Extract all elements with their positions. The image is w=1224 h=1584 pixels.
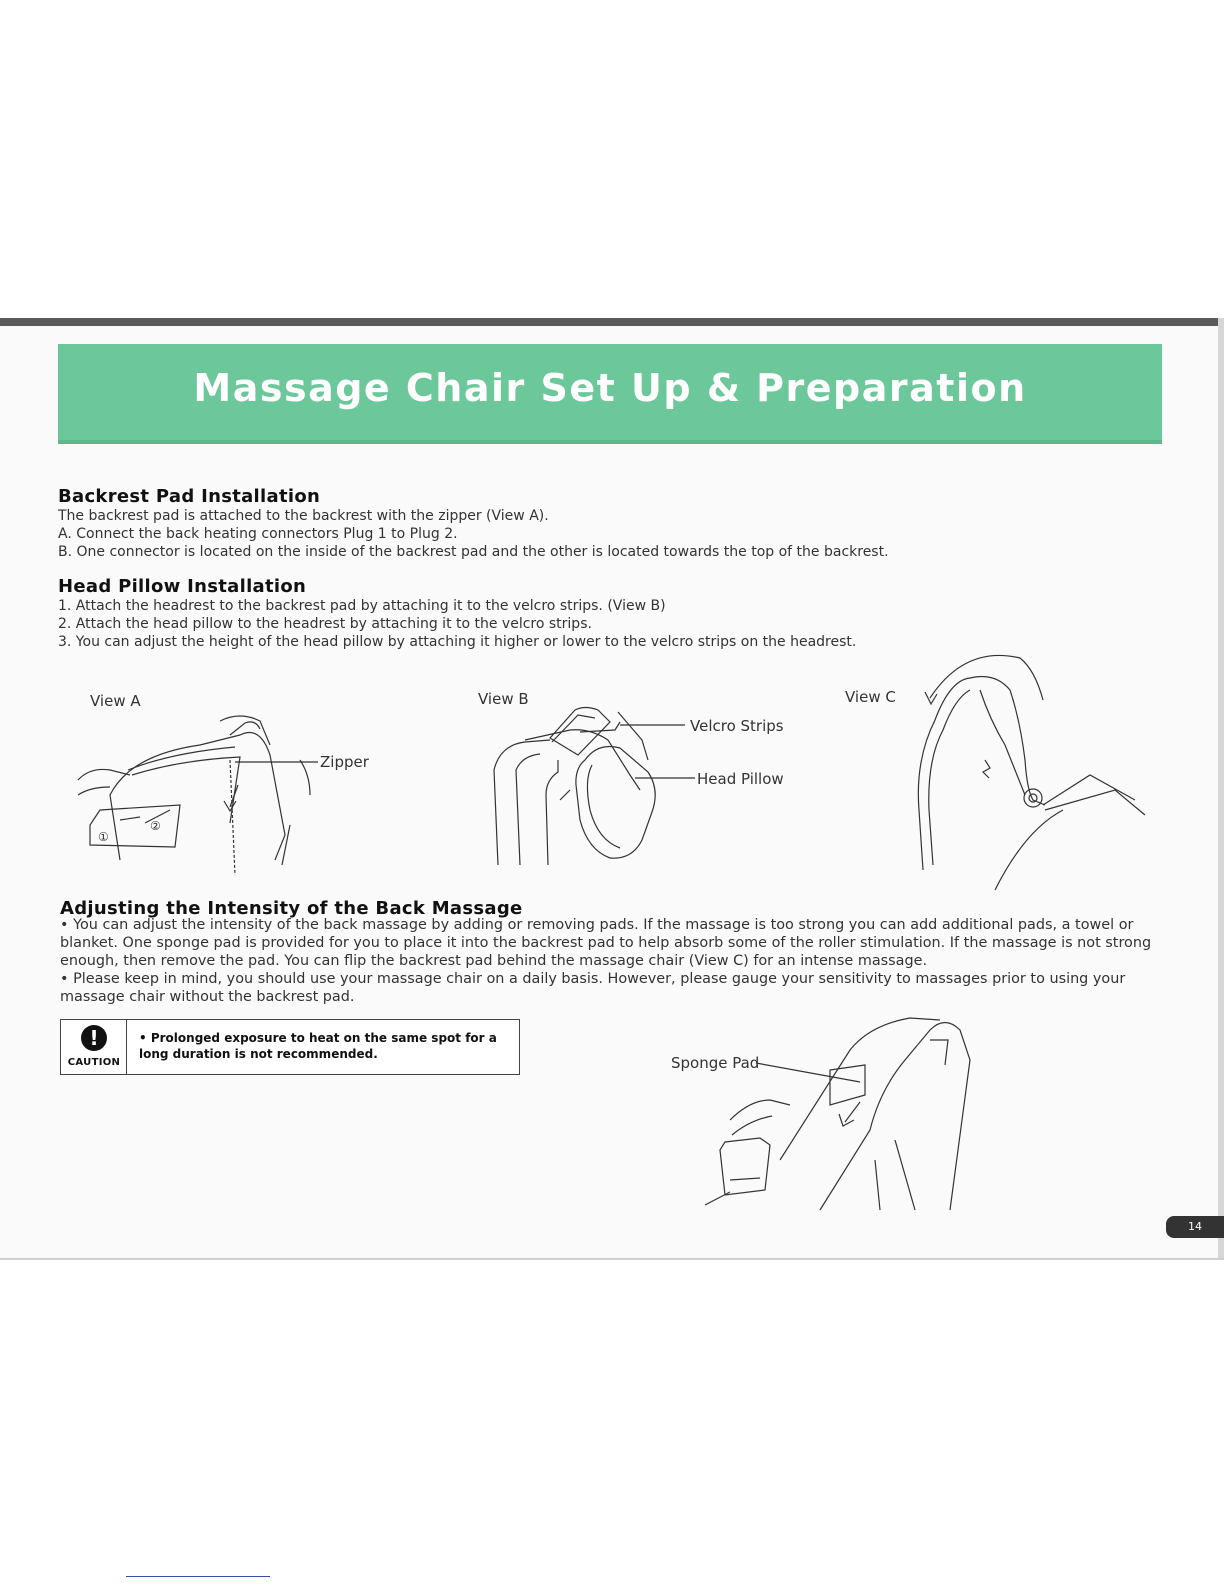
intensity-paragraph-1: • You can adjust the intensity of the back massage by adding or removing pads. If the massage is too strong you can add additional pads, a towel or blanket. One sponge pad is provided for you to place it into the backrest pad to help absorb some of the roller stimulation. If the massage is not strong enough, then remove the pad. You can flip the backrest pad behind the massage chair (View C) for an intense massage. (60, 917, 1152, 969)
plug-2-marker: ② (150, 819, 161, 833)
pillow-line-1: 1. Attach the headrest to the backrest pad by attaching it to the velcro strips. (View B) (58, 598, 666, 614)
caution-box (60, 1019, 520, 1075)
backrest-line-2: A. Connect the back heating connectors Plug 1 to Plug 2. (58, 526, 458, 542)
view-c-label: View C (845, 688, 896, 706)
plug-1-marker: ① (98, 830, 109, 844)
view-c-illustration (915, 650, 1155, 890)
page-number: 14 (1166, 1216, 1224, 1238)
view-b-label: View B (478, 690, 529, 708)
backrest-line-3: B. One connector is located on the inside of the backrest pad and the other is located towards the top of the backrest. (58, 544, 889, 560)
page-title: Massage Chair Set Up & Preparation (193, 366, 1027, 410)
pillow-line-2: 2. Attach the head pillow to the headrest by attaching it to the velcro strips. (58, 616, 592, 632)
exclamation-icon: ! (81, 1025, 107, 1051)
page-bottom-edge (0, 1258, 1224, 1260)
pillow-heading: Head Pillow Installation (58, 576, 307, 597)
backrest-heading: Backrest Pad Installation (58, 486, 321, 507)
sponge-pad-illustration (700, 1010, 990, 1215)
caution-word: CAUTION (67, 1057, 121, 1068)
view-a-illustration (70, 715, 380, 875)
page-edge (1218, 318, 1224, 1260)
title-banner (58, 344, 1162, 444)
caution-icon-cell (61, 1020, 127, 1074)
caution-text: • Prolonged exposure to heat on the same spot for a long duration is not recommended. (139, 1031, 497, 1061)
intensity-paragraph-2: • Please keep in mind, you should use your massage chair on a daily basis. However, please gauge your sensitivity to massages prior to using your massage chair without the backrest pad. (60, 971, 1126, 1005)
backrest-line-1: The backrest pad is attached to the backrest with the zipper (View A). (58, 508, 549, 524)
sponge-pad-label: Sponge Pad (671, 1054, 760, 1072)
view-a-label: View A (90, 692, 141, 710)
head-pillow-label: Head Pillow (697, 770, 784, 788)
velcro-strips-label: Velcro Strips (690, 717, 784, 735)
zipper-label: Zipper (320, 753, 369, 771)
intensity-heading: Adjusting the Intensity of the Back Massage (60, 898, 523, 919)
bottom-rule (126, 1576, 270, 1577)
pillow-line-3: 3. You can adjust the height of the head pillow by attaching it higher or lower to the velcro strips on the headrest. (58, 634, 857, 650)
